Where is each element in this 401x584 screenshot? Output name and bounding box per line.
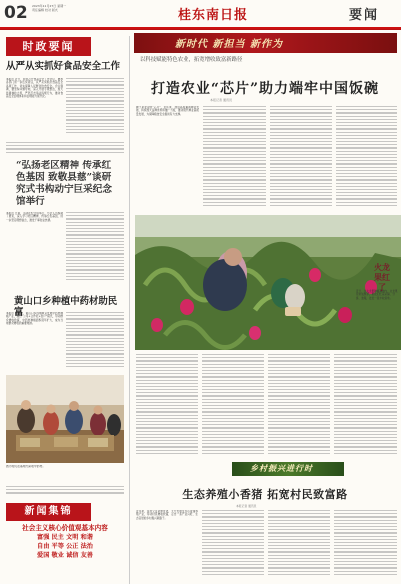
masthead-meta	[32, 4, 66, 12]
main-body-col-1: 种子是农业的“芯片”，近年来，我县高度重视种业发展，持续加大良种选育和推广力度，推动现代种业高质量发展，为保障粮食安全提供有力支撑。	[136, 106, 199, 116]
article-1-headline: 从严从实抓好食品安全工作	[6, 61, 121, 72]
article-1-body-c	[6, 142, 124, 156]
rural-banner-text: 乡村振兴进行时	[250, 463, 313, 473]
photo-caption: 近日，在火龙果种植基地内，火龙果迎来成熟季，果农们忙着采摘、分拣、装箱，处处一派丰收景象。	[356, 290, 398, 300]
dragon-fruit-illustration	[135, 215, 401, 350]
article-3-body-a: 本报讯 近年来，黄山口乡因地制宜发展中药材种植产业，通过“公司+合作社+农户”模式，带动群众增收致富，中药材种植面积逐年扩大，成为当地群众增收的重要渠道。	[6, 312, 63, 326]
main-body-col-3	[270, 106, 332, 212]
lower-body-col-3	[268, 354, 330, 458]
rural-body-col-4	[334, 510, 397, 580]
column-divider	[129, 36, 130, 584]
photo-vertical-title: 火龙果红了	[374, 262, 390, 292]
rural-body-col-2	[202, 510, 264, 580]
newspaper-title: 桂东南日报	[178, 8, 249, 23]
rural-byline: 本报记者 通讯员	[236, 504, 257, 508]
article-2-body-b	[66, 212, 124, 287]
promo-banner-text: 新时代 新担当 新作为	[175, 39, 283, 50]
rural-body-col-1: 近年来，该村立足资源优势，大力发展生态小香猪养殖产业，带动村民增收致富，走出一条产业兴旺、生态宜居的乡村振兴新路子。	[136, 510, 198, 520]
core-values-title: 社会主义核心价值观基本内容	[22, 524, 108, 532]
lower-body-col-2	[202, 354, 264, 458]
herb-photo-caption: 图为村民在基地内采收中药材。	[6, 465, 46, 468]
article-1-body-a: 本报讯 近日，我县召开食品安全工作会议，要求各部门进一步压实责任，从严从实抓好食品安全各项工作，切实保障人民群众饮食安全。会议强调，要坚持问题导向，深入开展专项整治，加大监督抽检力度，严厉打击违法违规行为，推动食品安全治理体系和治理能力现代化。	[6, 78, 63, 99]
dragon-fruit-photo	[135, 215, 401, 350]
main-byline: 本报记者 通讯员	[210, 98, 232, 102]
masthead-rule	[0, 27, 401, 29]
masthead-date: 2023年11月27日 星期一	[32, 4, 67, 8]
main-body-col-2	[203, 106, 266, 212]
masthead	[0, 0, 401, 30]
news-digest-banner: 新闻集锦	[6, 503, 91, 521]
herb-harvest-photo	[6, 375, 124, 463]
rural-headline: 生态养殖小香猪 拓宽村民致富路	[182, 488, 348, 501]
masthead-editors: 责任编辑 校对 版式	[32, 8, 58, 12]
main-subheadline: 以科技赋能特色农业，拓宽增收致富新路径	[140, 57, 243, 63]
column-banner: 时政要闻	[6, 37, 91, 56]
article-2-body-a: 本报讯 日前，活动在纪念馆举行，与会人员参观了展览，深入学习老区精神，传承红色基因，进一步坚定理想信念，激发干事创业热情。	[6, 212, 63, 222]
page-number: 02	[4, 3, 28, 23]
core-values-box	[6, 524, 124, 576]
article-3-body-b	[66, 312, 124, 372]
lower-body-col-4	[334, 354, 397, 458]
main-headline: 打造农业“芯片”助力端牢中国饭碗	[150, 81, 380, 97]
article-3-headline: 黄山口乡种植中药材助民富	[14, 296, 118, 318]
lower-body-col-1	[136, 354, 198, 458]
article-2-headline: “弘扬老区精神 传承红色基因 致敬县慈”谈研究式书构动宁巨采纪念馆举行	[16, 160, 112, 207]
core-values-body: 富强 民主 文明 和谐 自由 平等 公正 法治 爱国 敬业 诚信 友善	[37, 534, 93, 559]
section-title: 要闻	[349, 8, 380, 23]
rural-body-col-3	[268, 510, 330, 580]
article-1-body-b	[66, 78, 124, 138]
main-body-col-4	[336, 106, 397, 212]
article-3-tail	[6, 486, 124, 498]
